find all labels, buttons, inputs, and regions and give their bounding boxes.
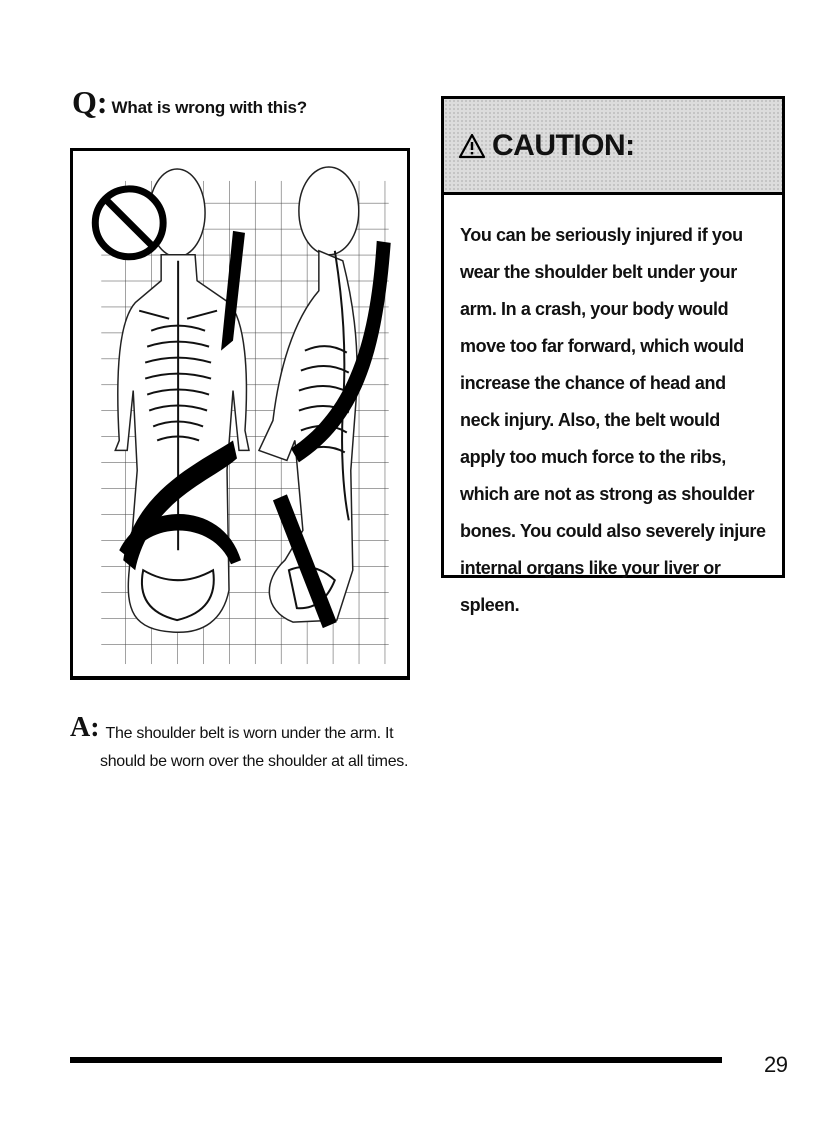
- question-line: [72, 84, 412, 124]
- page-number: 29: [764, 1052, 788, 1077]
- question-text: What is wrong with this?: [111, 98, 307, 117]
- footer-rule: [70, 1057, 722, 1063]
- answer-text: The shoulder belt is worn under the arm. It should be worn over the shoulder at all times.: [100, 725, 409, 770]
- caution-body-text: You can be seriously injured if you wear the shoulder belt under your arm. In a crash, your body would move too far forward, which would increase the chance of head and neck injury. Also, the belt would apply too much force to the ribs, which are not as strong as shoulder bones. You could also severely injure internal organs like your liver or spleen.: [460, 225, 766, 615]
- caution-title: CAUTION:: [492, 128, 635, 162]
- question-letter: Q:: [72, 84, 108, 120]
- answer-line: [70, 712, 430, 776]
- caution-header: [444, 99, 782, 195]
- warning-triangle-icon: [458, 133, 486, 159]
- illustration-svg: [73, 151, 407, 676]
- caution-box: [441, 96, 785, 615]
- answer-letter: A:: [70, 712, 100, 743]
- prohibited-icon: [95, 189, 163, 257]
- seat-belt-illustration: [70, 148, 410, 680]
